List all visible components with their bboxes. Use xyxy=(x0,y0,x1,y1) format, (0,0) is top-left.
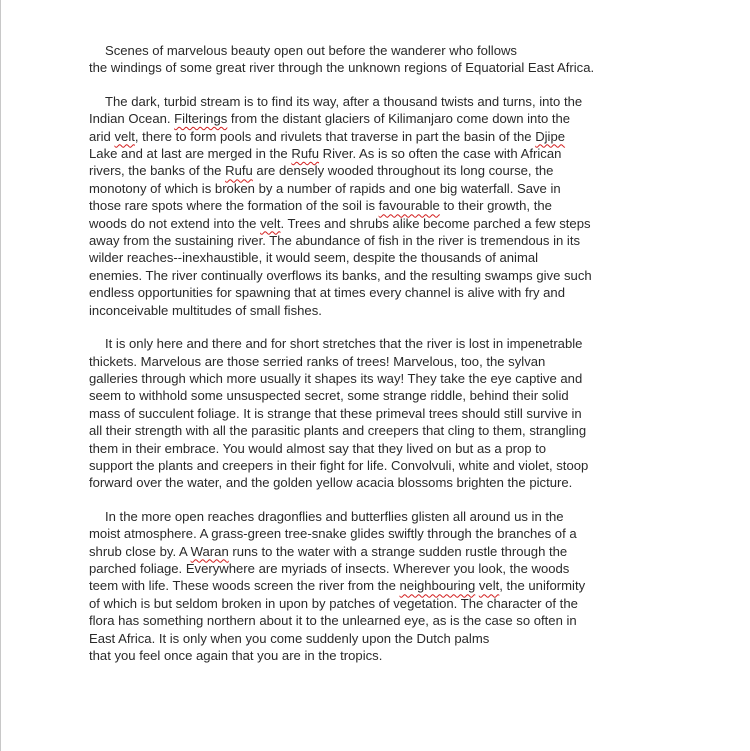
text-line xyxy=(89,647,689,664)
text-line xyxy=(89,93,689,110)
text-segment: mass of succulent foliage. It is strange that these primeval trees should still survive in xyxy=(89,405,582,421)
text-line xyxy=(89,595,689,612)
text-line xyxy=(89,162,689,179)
text-line xyxy=(89,474,689,491)
text-segment: runs to the water with a strange sudden rustle through the xyxy=(228,543,568,559)
text-segment: that you feel once again that you are in the tropics. xyxy=(89,648,383,663)
text-line xyxy=(89,128,689,145)
paragraph xyxy=(89,508,689,665)
text-segment: . Trees and shrubs alike become parched a few steps xyxy=(280,215,591,231)
text-segment: arid xyxy=(89,128,115,144)
text-segment: flora has something northern about it to the unlearned eye, as is the case so often in xyxy=(89,613,577,629)
text-line xyxy=(89,422,689,439)
text-segment: forward over the water, and the golden yellow acacia blossoms brighten the picture. xyxy=(89,475,573,491)
document-body[interactable] xyxy=(89,42,689,680)
text-segment: rivers, the banks of the xyxy=(89,163,226,179)
text-segment: thickets. Marvelous are those serried ranks of trees! Marvelous, too, the sylvan xyxy=(89,353,546,369)
text-segment: galleries through which more usually it shapes its way! They take the eye captive and xyxy=(89,370,583,386)
paragraph xyxy=(89,93,689,319)
text-line xyxy=(89,370,689,387)
text-segment: , the uniformity xyxy=(499,578,586,594)
text-line xyxy=(89,353,689,370)
text-segment: monotony of which is broken by a number of rapids and one big waterfall. Save in xyxy=(89,180,561,196)
text-segment: It is only here and there and for short stretches that the river is lost in impenetrable xyxy=(105,336,583,352)
text-line xyxy=(89,267,689,284)
misspelled-word[interactable]: Djipe xyxy=(535,128,566,144)
text-line xyxy=(89,525,689,542)
text-line xyxy=(89,42,689,59)
text-line xyxy=(89,560,689,577)
text-line xyxy=(89,630,689,647)
text-segment: Lake and at last are merged in the xyxy=(89,146,292,162)
text-segment: endless opportunities for spawning that at times every channel is alive with fry and xyxy=(89,285,565,301)
text-line xyxy=(89,59,689,76)
text-line xyxy=(89,405,689,422)
text-segment: East Africa. It is only when you come suddenly upon the Dutch palms xyxy=(89,630,490,646)
text-line xyxy=(89,232,689,249)
text-segment: woods do not extend into the xyxy=(89,215,261,231)
text-line xyxy=(89,215,689,232)
paragraph xyxy=(89,42,689,77)
text-segment: parched foliage. Everywhere are myriads of insects. Wherever you look, the woods xyxy=(89,560,570,576)
text-line xyxy=(89,197,689,214)
text-segment: of which is but seldom broken in upon by patches of vegetation. The character of the xyxy=(89,595,578,611)
text-line xyxy=(89,180,689,197)
misspelled-word[interactable]: neighbouring xyxy=(399,578,476,594)
text-segment: River. As is so often the case with African xyxy=(319,146,562,162)
text-segment: them in their embrace. You would almost say that they lived on but as a prop to xyxy=(89,440,547,456)
misspelled-word[interactable]: Filterings xyxy=(174,111,228,127)
text-line xyxy=(89,284,689,301)
text-segment: from the distant glaciers of Kilimanjaro come down into the xyxy=(227,111,571,127)
text-segment: The dark, turbid stream is to find its way, after a thousand twists and turns, into the xyxy=(105,93,583,109)
text-segment: away from the sustaining river. The abundance of fish in the river is tremendous in its xyxy=(89,233,581,249)
text-segment: shrub close by. A xyxy=(89,543,191,559)
misspelled-word[interactable]: Rufu xyxy=(291,146,320,162)
text-segment: enemies. The river continually overflows its banks, and the resulting swamps give such xyxy=(89,267,592,283)
paragraph xyxy=(89,335,689,492)
text-segment: Scenes of marvelous beauty open out before the wanderer who follows xyxy=(105,43,517,58)
text-line xyxy=(89,612,689,629)
text-segment: In the more open reaches dragonflies and butterflies glisten all around us in the xyxy=(105,508,564,524)
text-segment: those rare spots where the formation of the soil is xyxy=(89,198,379,214)
misspelled-word[interactable]: Waran xyxy=(190,543,229,559)
text-line xyxy=(89,440,689,457)
text-segment: support the plants and creepers in their fight for life. Convolvuli, white and violet, stoop xyxy=(89,457,589,473)
text-segment: , there to form pools and rivulets that traverse in part the basin of the xyxy=(134,128,536,144)
misspelled-word[interactable]: velt xyxy=(114,128,135,144)
text-line xyxy=(89,302,689,319)
misspelled-word[interactable]: velt xyxy=(260,215,281,231)
text-line xyxy=(89,110,689,127)
text-line xyxy=(89,508,689,525)
text-segment: are densely wooded throughout its long course, the xyxy=(252,163,554,179)
text-segment: moist atmosphere. A grass-green tree-snake glides swiftly through the branches of a xyxy=(89,526,577,542)
text-segment: inconceivable multitudes of small fishes. xyxy=(89,302,322,318)
text-segment: all their strength with all the parasitic plants and creepers that cling to them, strangling xyxy=(89,423,587,439)
page-left-border xyxy=(0,0,1,751)
misspelled-word[interactable]: favourable xyxy=(378,198,440,214)
text-line xyxy=(89,145,689,162)
text-segment: wilder reaches--inexhaustible, it would seem, despite the thousands of animal xyxy=(89,250,539,266)
text-segment: the windings of some great river through the unknown regions of Equatorial East Africa. xyxy=(89,60,595,76)
text-line xyxy=(89,249,689,266)
text-line xyxy=(89,543,689,560)
text-segment: to their growth, the xyxy=(439,198,552,214)
text-line xyxy=(89,457,689,474)
misspelled-word[interactable]: Rufu xyxy=(225,163,253,179)
text-segment: teem with life. These woods screen the river from the xyxy=(89,578,400,594)
text-segment: Indian Ocean. xyxy=(89,111,175,127)
text-line xyxy=(89,335,689,352)
text-line xyxy=(89,387,689,404)
text-segment: seem to withhold some unsuspected secret, some strange riddle, behind their solid xyxy=(89,388,569,404)
misspelled-word[interactable]: velt xyxy=(478,578,500,594)
text-line xyxy=(89,577,689,594)
